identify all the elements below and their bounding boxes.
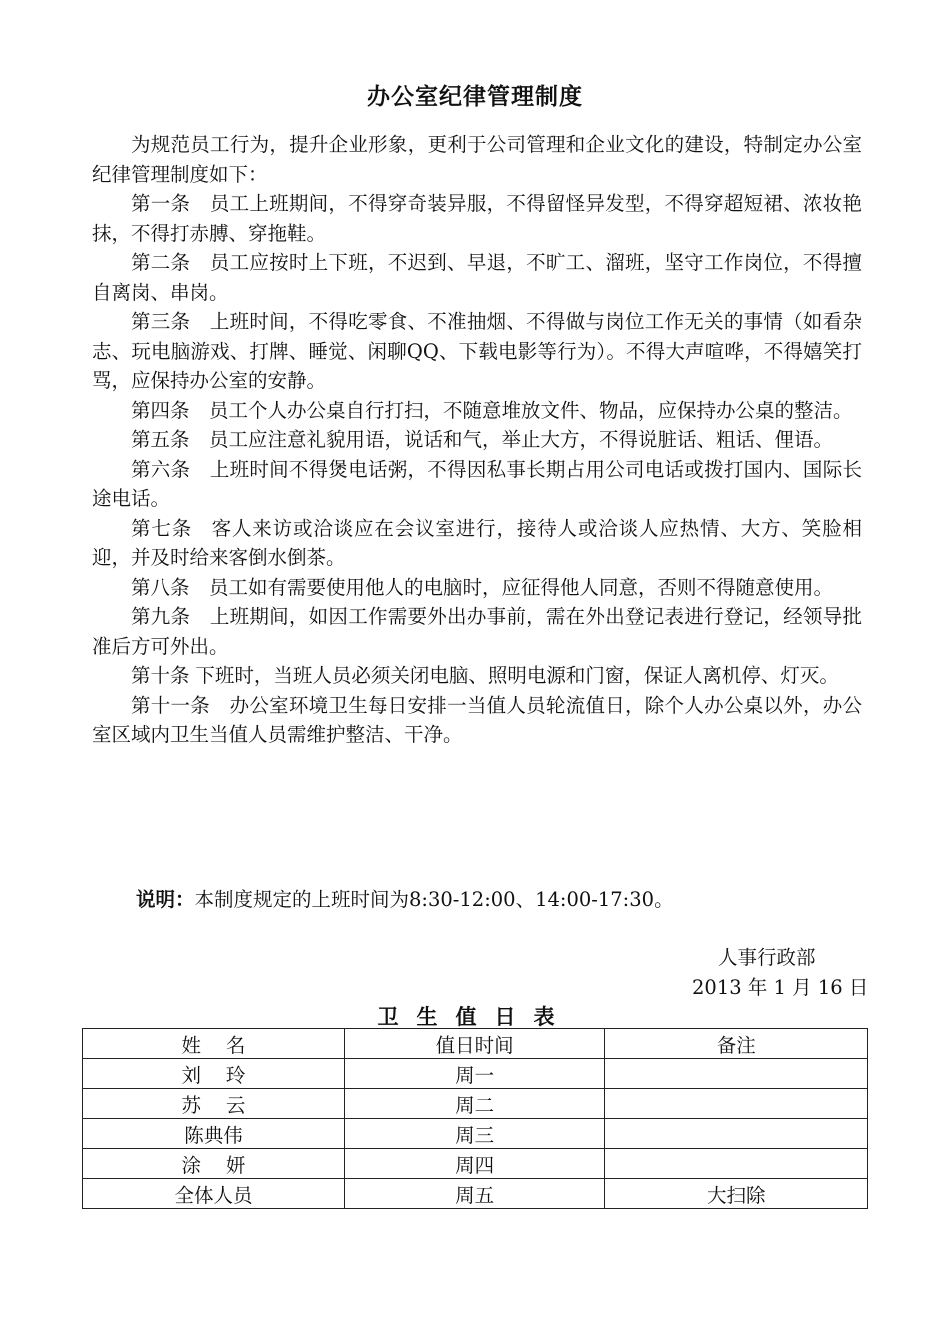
duty-table xyxy=(82,1028,868,1209)
article-text: 办公室环境卫生每日安排一当值人员轮流值日，除个人办公桌以外，办公室区域内卫生当值人员需维护整洁、干净。 xyxy=(92,693,862,746)
article-label: 第四条 xyxy=(131,398,190,422)
header-duty-day: 值日时间 xyxy=(344,1029,605,1059)
article-7 xyxy=(92,514,862,573)
note-line xyxy=(136,884,674,912)
article-text: 上班时间，不得吃零食、不准抽烟、不得做与岗位工作无关的事情（如看杂志、玩电脑游戏、打牌、睡觉、闲聊QQ、下载电影等行为）。不得大声喧哗，不得嬉笑打骂，应保持办公室的安静。 xyxy=(92,310,862,392)
table-header-row xyxy=(83,1029,868,1059)
article-label: 第七条 xyxy=(131,516,193,540)
article-text: 上班时间不得煲电话粥，不得因私事长期占用公司电话或拨打国内、国际长途电话。 xyxy=(92,457,862,510)
article-9 xyxy=(92,602,862,661)
article-3 xyxy=(92,307,862,396)
cell-remark xyxy=(605,1149,868,1179)
article-label: 第六条 xyxy=(131,457,191,481)
duty-table-title: 卫生值日表 xyxy=(377,1005,573,1029)
article-10 xyxy=(92,661,862,691)
cell-day: 周一 xyxy=(344,1059,605,1089)
article-label: 第二条 xyxy=(131,251,191,274)
article-text: 客人来访或洽谈应在会议室进行，接待人或洽谈人应热情、大方、笑脸相迎，并及时给来客倒水倒茶。 xyxy=(92,516,862,569)
note-label: 说明： xyxy=(136,888,195,911)
article-8 xyxy=(92,573,862,603)
article-text: 下班时，当班人员必须关闭电脑、照明电源和门窗，保证人离机停、灯灭。 xyxy=(195,664,839,687)
article-text: 员工应注意礼貌用语，说话和气，举止大方，不得说脏话、粗话、俚语。 xyxy=(209,428,834,451)
signature-department: 人事行政部 xyxy=(718,946,816,969)
regulation-body xyxy=(92,130,862,750)
cell-day: 周二 xyxy=(344,1089,605,1119)
article-text: 员工应按时上下班，不迟到、早退，不旷工、溜班，坚守工作岗位，不得擅自离岗、串岗。 xyxy=(92,251,862,304)
cell-name: 苏 云 xyxy=(83,1089,345,1119)
article-label: 第十条 xyxy=(131,664,190,687)
signature-date: 2013 年 1 月 16 日 xyxy=(692,976,869,999)
cell-remark xyxy=(605,1059,868,1089)
table-row xyxy=(83,1089,868,1119)
cell-day: 周三 xyxy=(344,1119,605,1149)
table-row xyxy=(83,1059,868,1089)
article-label: 第十一条 xyxy=(131,693,211,717)
table-row xyxy=(83,1149,868,1179)
article-text: 员工上班期间，不得穿奇装异服，不得留怪异发型，不得穿超短裙、浓妆艳抹，不得打赤膊、穿拖鞋。 xyxy=(92,192,862,245)
cell-name: 全体人员 xyxy=(83,1179,345,1209)
cell-day: 周五 xyxy=(344,1179,605,1209)
article-label: 第五条 xyxy=(131,428,190,451)
article-text: 员工如有需要使用他人的电脑时，应征得他人同意，否则不得随意使用。 xyxy=(209,575,834,599)
intro-paragraph: 为规范员工行为，提升企业形象，更利于公司管理和企业文化的建设，特制定办公室纪律管理制度如下： xyxy=(92,133,862,186)
note-text: 本制度规定的上班时间为8:30-12:00、14:00-17:30。 xyxy=(194,888,674,911)
article-text: 员工个人办公桌自行打扫，不随意堆放文件、物品，应保持办公桌的整洁。 xyxy=(209,398,853,422)
cell-name: 刘 玲 xyxy=(83,1059,345,1089)
article-text: 上班期间，如因工作需要外出办事前，需在外出登记表进行登记，经领导批准后方可外出。 xyxy=(92,605,862,658)
cell-remark: 大扫除 xyxy=(605,1179,868,1209)
article-label: 第九条 xyxy=(131,605,191,628)
cell-name: 陈典伟 xyxy=(83,1119,345,1149)
table-row xyxy=(83,1179,868,1209)
article-label: 第三条 xyxy=(131,310,191,333)
cell-remark xyxy=(605,1119,868,1149)
article-5 xyxy=(92,425,862,455)
header-remark: 备注 xyxy=(605,1029,868,1059)
article-6 xyxy=(92,455,862,514)
article-4 xyxy=(92,396,862,426)
article-1 xyxy=(92,189,862,248)
article-label: 第一条 xyxy=(131,192,191,215)
article-2 xyxy=(92,248,862,307)
article-label: 第八条 xyxy=(131,575,190,599)
cell-day: 周四 xyxy=(344,1149,605,1179)
page-title: 办公室纪律管理制度 xyxy=(367,84,583,110)
article-11 xyxy=(92,691,862,750)
cell-remark xyxy=(605,1089,868,1119)
cell-name: 涂 妍 xyxy=(83,1149,345,1179)
table-row xyxy=(83,1119,868,1149)
header-name: 姓 名 xyxy=(83,1029,345,1059)
